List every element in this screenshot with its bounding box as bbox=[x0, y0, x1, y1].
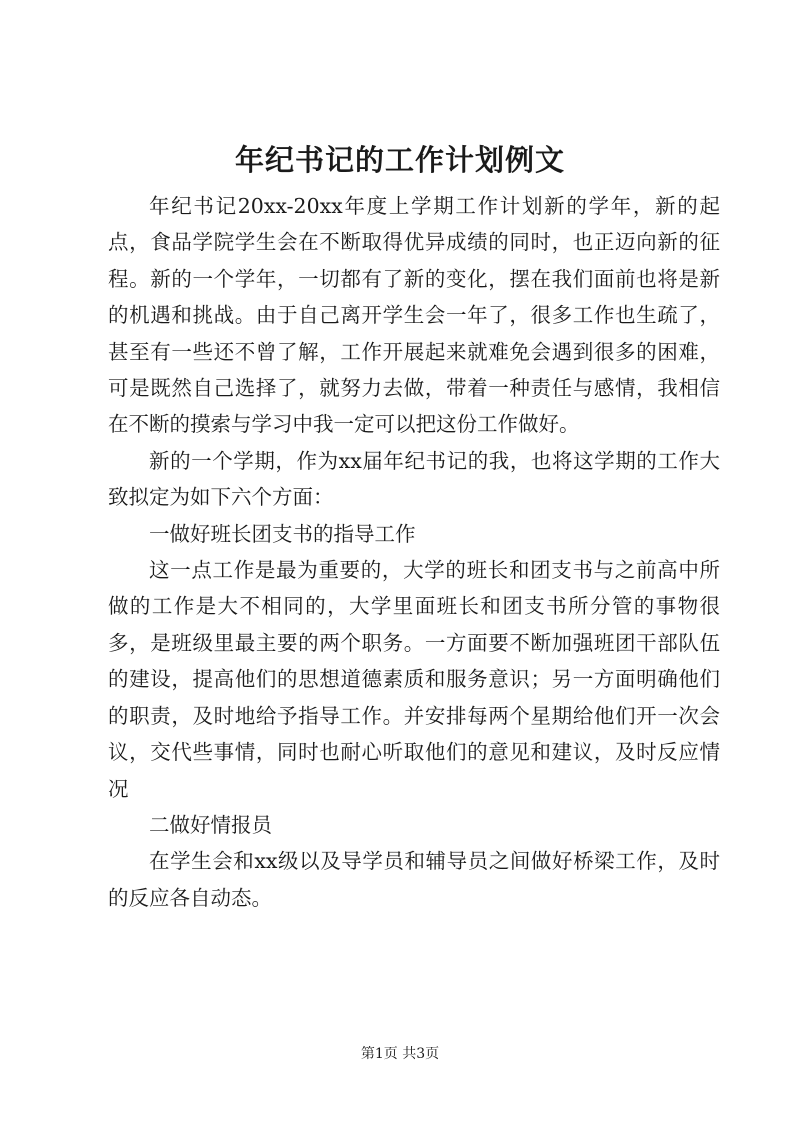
document-title: 年纪书记的工作计划例文 bbox=[234, 143, 565, 177]
overview-paragraph: 新的一个学期，作为xx届年纪书记的我，也将这学期的工作大致拟定为如下六个方面： bbox=[108, 448, 720, 510]
section-heading-1: 一做好班长团支书的指导工作 bbox=[149, 521, 416, 546]
document-body bbox=[108, 188, 720, 916]
section-2-paragraph: 在学生会和xx级以及导学员和辅导员之间做好桥梁工作，及时的反应各自动态。 bbox=[108, 849, 720, 910]
page-number-footer: 第1页 共3页 bbox=[360, 1046, 440, 1062]
section-1-paragraph: 这一点工作是最为重要的，大学的班长和团支书与之前高中所做的工作是大不相同的，大学里面班长和团支书所分管的事物很多，是班级里最主要的两个职务。一方面要不断加强班团干部队伍的建设，提高他们的思想道德素质和服务意识；另一方面明确他们的职责，及时地给予指导工作。并安排每两个星期给他们开一次会议，交代些事情，同时也耐心听取他们的意见和建议，及时反应情况 bbox=[108, 558, 720, 801]
intro-paragraph: 年纪书记20xx-20xx年度上学期工作计划新的学年，新的起点，食品学院学生会在不断取得优异成绩的同时，也正迈向新的征程。新的一个学年，一切都有了新的变化，摆在我们面前也将是新的机遇和挑战。由于自己离开学生会一年了，很多工作也生疏了，甚至有一些还不曾了解，工作开展起来就难免会遇到很多的困难，可是既然自己选择了，就努力去做，带着一种责任与感情，我相信在不断的摸索与学习中我一定可以把这份工作做好。 bbox=[108, 194, 720, 437]
section-heading-2: 二做好情报员 bbox=[149, 812, 272, 837]
